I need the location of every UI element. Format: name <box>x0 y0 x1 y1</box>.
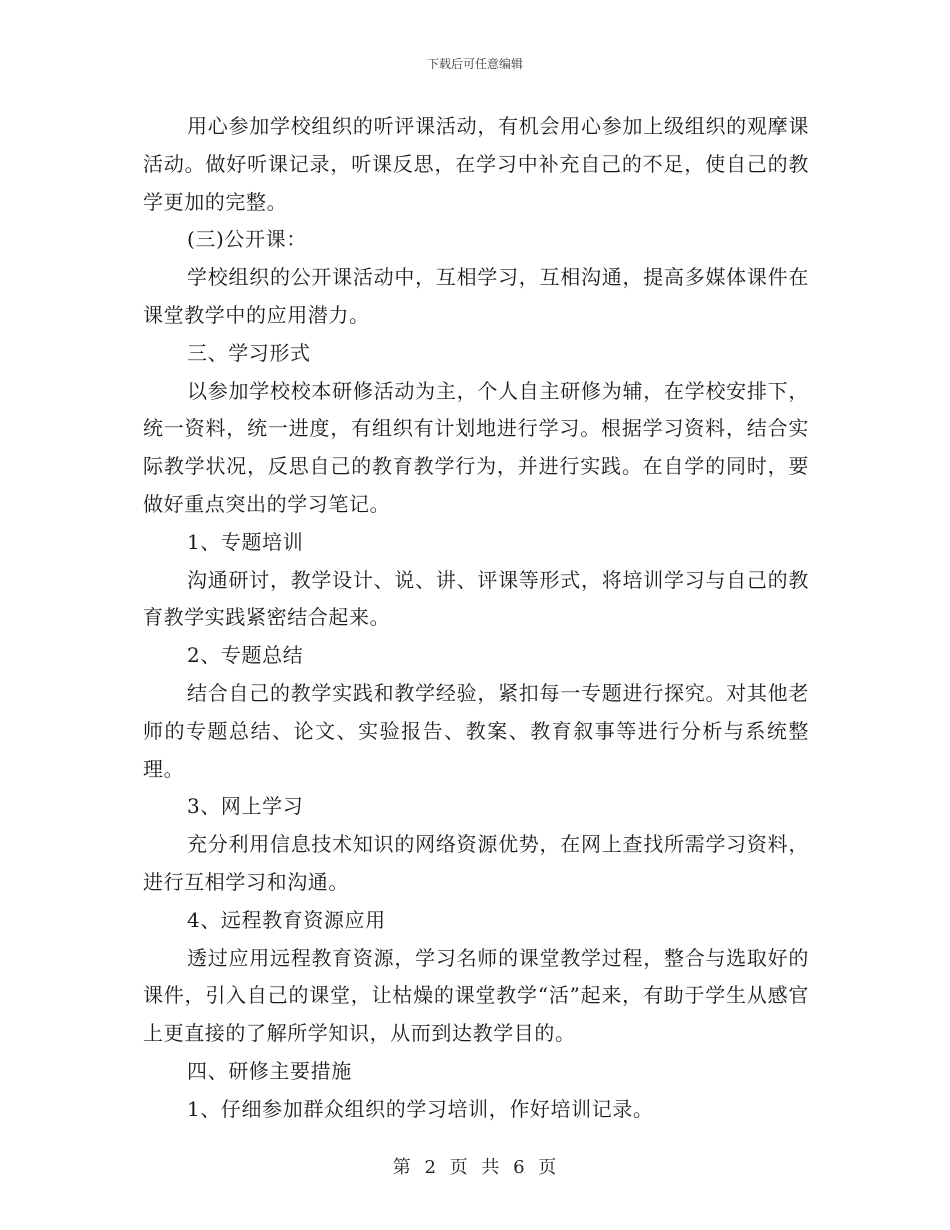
document-body <box>143 108 809 1129</box>
item-heading-remote-education: 4、远程教育资源应用 <box>187 907 386 932</box>
section-heading-open-class: (三)公开课： <box>187 227 307 252</box>
section-heading-learning-forms: 三、学习形式 <box>187 340 311 365</box>
paragraph-main-measures-1: 1、仔细参加群众组织的学习培训，作好培训记录。 <box>187 1096 654 1121</box>
item-heading-topic-summary: 2、专题总结 <box>187 643 304 668</box>
paragraph-learning-forms: 以参加学校校本研修活动为主，个人自主研修为辅，在学校安排下，统一资料，统一进度，有组织有计划地进行学习。根据学习资料，结合实际教学状况，反思自己的教育教学行为，并进行实践。在自学的同时，要做好重点突出的学习笔记。 <box>143 378 809 516</box>
paragraph-listening-activities: 用心参加学校组织的听评课活动，有机会用心参加上级组织的观摩课活动。做好听课记录，听课反思，在学习中补充自己的不足，使自己的教学更加的完整。 <box>143 114 809 214</box>
page-number-footer: 第 2 页 共 6 页 <box>392 1157 558 1178</box>
section-heading-main-measures: 四、研修主要措施 <box>187 1058 352 1083</box>
header-note: 下载后可任意编辑 <box>426 57 523 71</box>
paragraph-open-class: 学校组织的公开课活动中，互相学习，互相沟通，提高多媒体课件在课堂教学中的应用潜力。 <box>143 265 809 327</box>
paragraph-topic-summary: 结合自己的教学实践和教学经验，紧扣每一专题进行探究。对其他老师的专题总结、论文、实验报告、教案、教育叙事等进行分析与系统整理。 <box>143 680 809 781</box>
paragraph-online-learning: 充分利用信息技术知识的网络资源优势，在网上查找所需学习资料，进行互相学习和沟通。 <box>143 832 809 894</box>
paragraph-topic-training: 沟通研讨，教学设计、说、讲、评课等形式，将培训学习与自己的教育教学实践紧密结合起来。 <box>143 567 809 630</box>
paragraph-remote-education: 透过应用远程教育资源，学习名师的课堂教学过程，整合与选取好的课件，引入自己的课堂，让枯燥的课堂教学“活”起来，有助于学生从感官上更直接的了解所学知识，从而到达教学目的。 <box>143 945 809 1046</box>
item-heading-online-learning: 3、网上学习 <box>187 794 304 819</box>
item-heading-topic-training: 1、专题培训 <box>187 529 304 554</box>
